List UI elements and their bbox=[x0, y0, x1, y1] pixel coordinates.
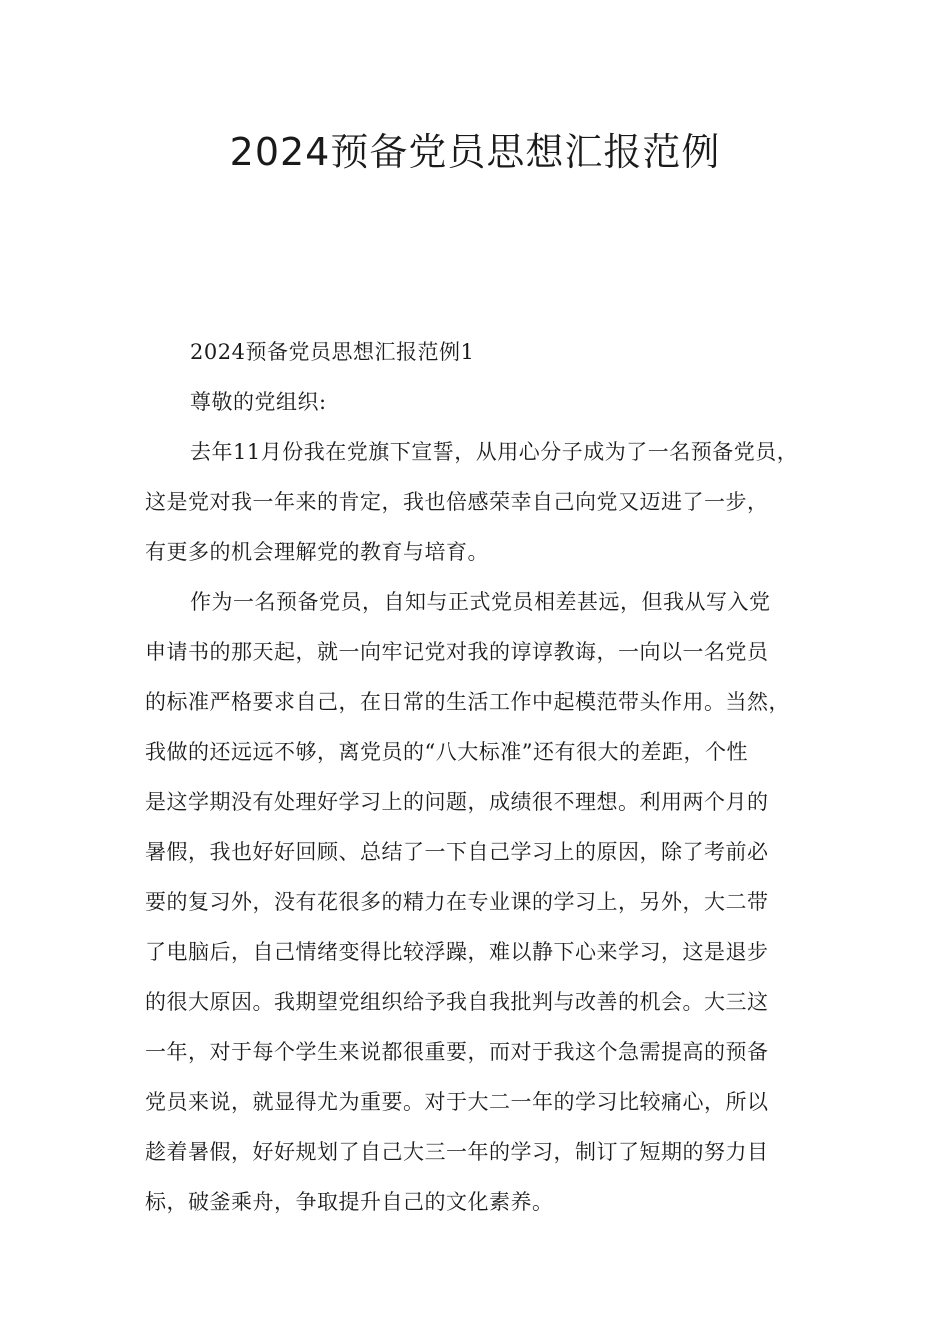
paragraph-line: 了电脑后，自己情绪变得比较浮躁，难以静下心来学习，这是退步 bbox=[145, 940, 769, 964]
paragraph-line: 这是党对我一年来的肯定，我也倍感荣幸自己向党又迈进了一步， bbox=[145, 490, 769, 514]
paragraph-line: 去年11月份我在党旗下宣誓，从用心分子成为了一名预备党员， bbox=[190, 440, 799, 464]
paragraph-line: 要的复习外，没有花很多的精力在专业课的学习上，另外，大二带 bbox=[145, 890, 769, 914]
paragraph-line: 的很大原因。我期望党组织给予我自我批判与改善的机会。大三这 bbox=[145, 990, 769, 1014]
paragraph-line: 的标准严格要求自己，在日常的生活工作中起模范带头作用。当然， bbox=[145, 690, 790, 714]
paragraph-line: 有更多的机会理解党的教育与培育。 bbox=[145, 540, 489, 564]
paragraph-line: 趁着暑假，好好规划了自己大三一年的学习，制订了短期的努力目 bbox=[145, 1140, 769, 1164]
paragraph-line: 标，破釜乘舟，争取提升自己的文化素养。 bbox=[145, 1190, 554, 1214]
paragraph-line: 申请书的那天起，就一向牢记党对我的谆谆教诲，一向以一名党员 bbox=[145, 640, 769, 664]
section-heading: 2024预备党员思想汇报范例1 bbox=[190, 340, 475, 364]
document-title: 2024预备党员思想汇报范例 bbox=[229, 130, 721, 174]
paragraph-line: 作为一名预备党员，自知与正式党员相差甚远，但我从写入党 bbox=[190, 590, 771, 614]
paragraph-line: 是这学期没有处理好学习上的问题，成绩很不理想。利用两个月的 bbox=[145, 790, 769, 814]
paragraph-2 bbox=[145, 580, 835, 1230]
document-body bbox=[145, 330, 835, 1230]
paragraph-line: 党员来说，就显得尤为重要。对于大二一年的学习比较痛心，所以 bbox=[145, 1090, 769, 1114]
salutation: 尊敬的党组织: bbox=[190, 390, 327, 414]
paragraph-1 bbox=[145, 430, 835, 580]
paragraph-line: 暑假，我也好好回顾、总结了一下自己学习上的原因，除了考前必 bbox=[145, 840, 769, 864]
paragraph-line: 一年，对于每个学生来说都很重要，而对于我这个急需提高的预备 bbox=[145, 1040, 769, 1064]
paragraph-line: 我做的还远远不够，离党员的“八大标准”还有很大的差距，个性 bbox=[145, 740, 748, 764]
